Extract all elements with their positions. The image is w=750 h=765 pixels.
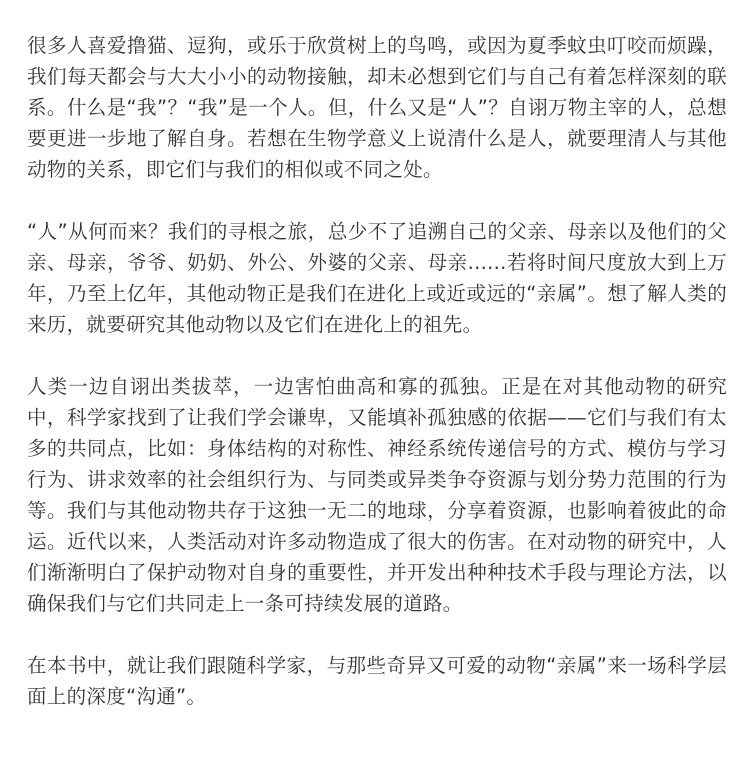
paragraph-conclusion: 在本书中，就让我们跟随科学家，与那些奇异又可爱的动物“亲属”来一场科学层面上的深度“沟通”。 — [27, 654, 727, 708]
paragraph-intro: 很多人喜爱撸猫、逗狗，或乐于欣赏树上的鸟鸣，或因为夏季蚊虫叮咬而烦躁，我们每天都会与大大小小的动物接触，却未必想到它们与自己有着怎样深刻的联系。什么是“我”？“我”是一个人。但，什么又是“人”？自诩万物主宰的人，总想要更进一步地了解自身。若想在生物学意义上说清什么是人，就要理清人与其他动物的关系，即它们与我们的相似或不同之处。 — [27, 34, 727, 181]
paragraph-origin: “人”从何而来？我们的寻根之旅，总少不了追溯自己的父亲、母亲以及他们的父亲、母亲，爷爷、奶奶、外公、外婆的父亲、母亲......若将时间尺度放大到上万年，乃至上亿年，其他动物正是我们在进化上或近或远的“亲属”。想了解人类的来历，就要研究其他动物以及它们在进化上的祖先。 — [27, 220, 727, 336]
article-body — [27, 30, 727, 712]
paragraph-research: 人类一边自诩出类拔萃，一边害怕曲高和寡的孤独。正是在对其他动物的研究中，科学家找到了让我们学会谦卑，又能填补孤独感的依据——它们与我们有太多的共同点，比如：身体结构的对称性、神经系统传递信号的方式、模仿与学习行为、讲求效率的社会组织行为、与同类或异类争夺资源与划分势力范围的行为等。我们与其他动物共存于这独一无二的地球，分享着资源，也影响着彼此的命运。近代以来，人类活动对许多动物造成了很大的伤害。在对动物的研究中，人们渐渐明白了保护动物对自身的重要性，并开发出种种技术手段与理论方法，以确保我们与它们共同走上一条可持续发展的道路。 — [27, 375, 727, 615]
